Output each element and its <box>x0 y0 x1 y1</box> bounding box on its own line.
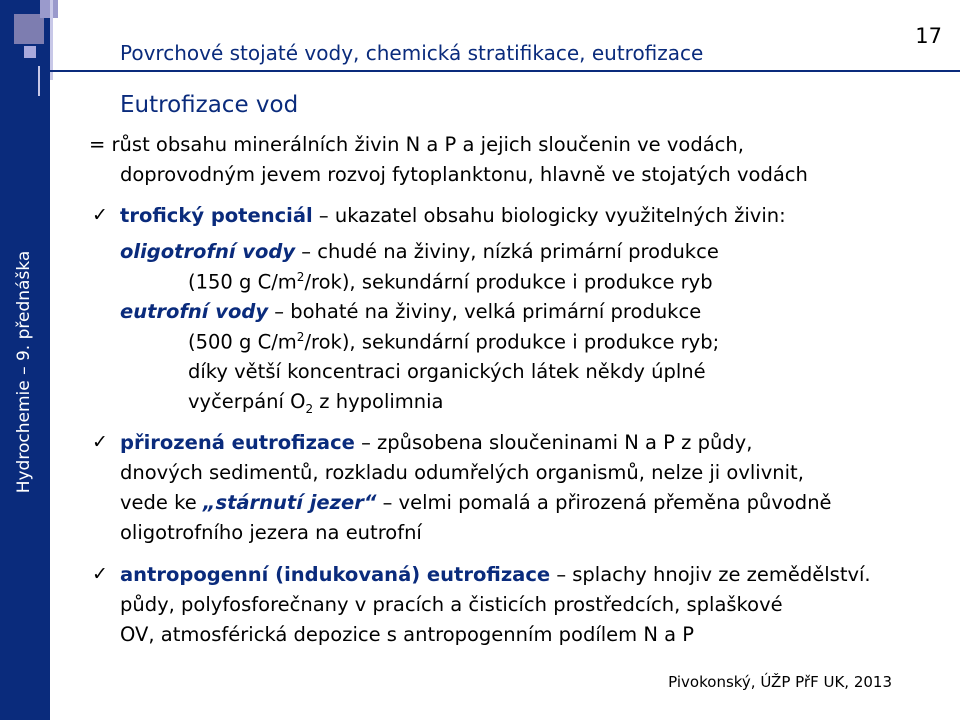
natural-line-3: vede ke „stárnutí jezer“ – velmi pomalá a přirozená přeměna původně <box>120 491 832 514</box>
checkmark-icon: ✓ <box>92 204 108 226</box>
header-divider <box>50 70 960 72</box>
deco-square <box>40 0 58 18</box>
eutrophic-term: eutrofní vody <box>120 300 269 323</box>
page-number: 17 <box>915 24 942 48</box>
checkmark-icon: ✓ <box>92 563 108 585</box>
deco-square <box>14 14 44 44</box>
oligotrophic-term: oligotrofní vody <box>120 240 296 263</box>
bullet-anthropogenic-eutrophication: antropogenní (indukovaná) eutrofizace – splachy hnojiv ze zemědělství. <box>120 563 871 586</box>
checkmark-icon: ✓ <box>92 431 108 453</box>
natural-line-2: dnových sedimentů, rozkladu odumřelých organismů, nelze ji ovlivnit, <box>120 461 804 484</box>
deco-bar <box>38 66 40 96</box>
deco-square <box>24 46 36 58</box>
deco-bar <box>50 0 53 80</box>
bullet-natural-eutrophication: přirozená eutrofizace – způsobena sloučeninami N a P z půdy, <box>120 431 753 454</box>
oligotrophic-line: oligotrofní vody – chudé na živiny, nízká primární produkce <box>120 240 719 263</box>
footer-credit: Pivokonský, ÚŽP PřF UK, 2013 <box>668 673 892 691</box>
lake-aging-term: „stárnutí jezer“ <box>202 491 377 514</box>
eutrophic-line: eutrofní vody – bohaté na živiny, velká primární produkce <box>120 300 702 323</box>
eutrophic-line-4: vyčerpání $O_2$ z hypolimnia <box>188 390 444 416</box>
oligotrophic-line-2: (150 g $C/m^2/rok$), sekundární produkce i produkce ryb <box>188 270 713 294</box>
eutrophic-line-3: díky větší koncentraci organických látek někdy úplné <box>188 360 706 383</box>
bullet-term: trofický potenciál <box>120 204 313 227</box>
natural-line-4: oligotrofního jezera na eutrofní <box>120 521 422 544</box>
bullet-term: antropogenní (indukovaná) eutrofizace <box>120 563 551 586</box>
bullet-trophic-potential: trofický potenciál – ukazatel obsahu biologicky využitelných živin: <box>120 204 786 227</box>
slide-header-title: Povrchové stojaté vody, chemická stratifikace, eutrofizace <box>120 41 704 65</box>
intro-line: = růst obsahu minerálních živin N a P a jejich sloučenin ve vodách, <box>89 133 744 156</box>
intro-line: doprovodným jevem rozvoj fytoplanktonu, hlavně ve stojatých vodách <box>120 163 808 186</box>
anthropogenic-line-3: OV, atmosférická depozice s antropogenním podílem N a P <box>120 623 695 646</box>
section-title: Eutrofizace vod <box>120 92 299 118</box>
anthropogenic-line-2: půdy, polyfosforečnany v pracích a čisticích prostředcích, splaškové <box>120 593 783 616</box>
bullet-term: přirozená eutrofizace <box>120 431 355 454</box>
eutrophic-line-2: (500 g $C/m^2/rok$), sekundární produkce i produkce ryb; <box>188 330 720 354</box>
